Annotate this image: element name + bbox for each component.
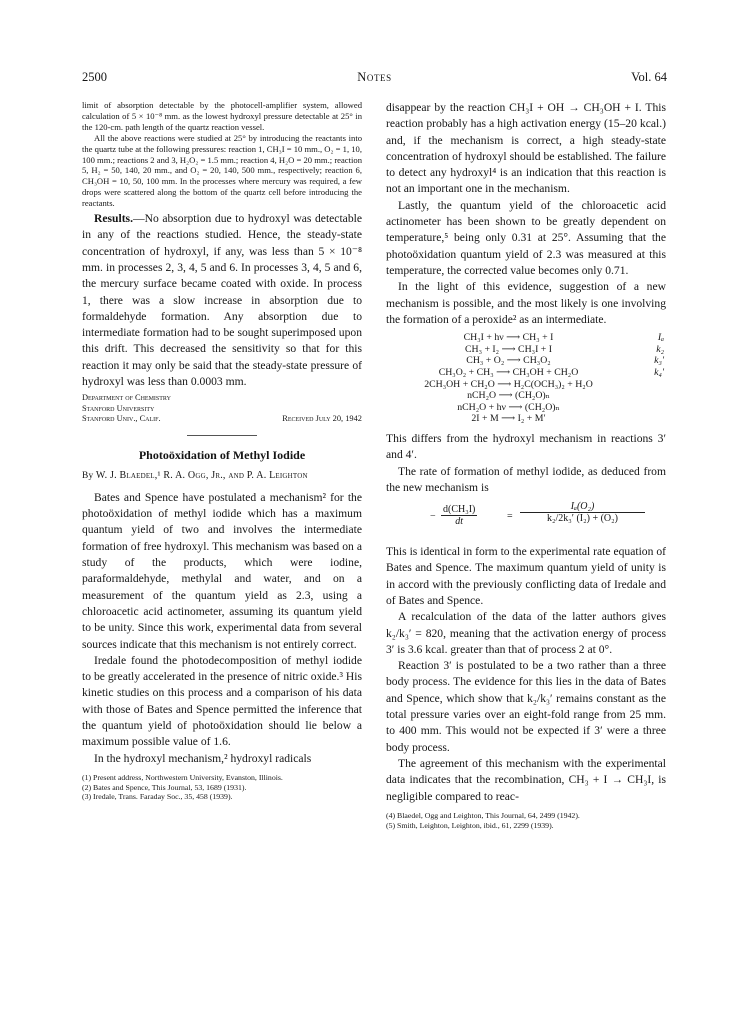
- body-paragraph: disappear by the reaction CH₃I + OH → CH₃OH + I. This reaction probably has a high activation energy (15–20 kcal.) and, if the mechanism is correct, a high steady-state concentration of hydroxyl should be established. The failure to detect any hydroxyl⁴ is an indication that this reaction is not an important one in the mechanism.: [386, 101, 666, 196]
- reaction-equation: 2CH₃OH + CH₂O ⟶ H₂C(OCH₃)₂ + H₂O: [424, 378, 593, 390]
- rate-constant: Iₐ: [657, 332, 664, 344]
- footnote: (4) Blaedel, Ogg and Leighton, This Journal, 64, 2499 (1942).: [386, 810, 580, 820]
- affiliation-line: Department of Chemistry: [82, 393, 171, 403]
- reaction-row: [386, 379, 666, 391]
- page-header: [82, 70, 667, 90]
- right-column: [386, 100, 666, 830]
- results-heading: Results.: [94, 212, 133, 226]
- reaction-row: [386, 402, 666, 414]
- reaction-scheme: [386, 332, 666, 425]
- rate-constant: k₄′: [654, 366, 664, 378]
- body-paragraph: Bates and Spence have postulated a mechanism² for the photoöxidation of methyl iodide which has a maximum quantum yield of two and involves the intermediate formation of free hydroxyl. This mechanism was based on a study of the products, which were iodine, paraformaldehyde, methylal and water, and on a measurement of the quantum yield as 2.3, using a chloroacetic acid actinometer, assuming its quantum yield to be unity. Since this work, experimental data from several sources indicate that this mechanism is not entirely correct.: [82, 490, 362, 651]
- section-divider: [187, 435, 257, 436]
- volume-label: Vol. 64: [631, 70, 667, 84]
- results-text: —No absorption due to hydroxyl was detectable in any of the reactions studied. Hence, the steady-state concentration of hydroxyl, if any, was less than 5 × 10⁻⁸ mm. in processes 2, 3, 4, 5 and 6. In processes 3, 4, 5 and 6, the mercury surface became coated with oxide. In process 1, there was a slow increase in absorption due to formaldehyde formation. Any absorption due to intermediate formation had to be sought superimposed upon this drift. This decreased the sensitivity so that for this reaction it may only be said that the steady-state pressure of hydroxyl was less than 0.0003 mm.: [82, 212, 362, 389]
- footnote: (2) Bates and Spence, This Journal, 53, 1689 (1931).: [82, 782, 247, 792]
- rate-minus: −: [430, 511, 436, 523]
- rate-constant: k₂: [656, 343, 664, 355]
- rate-rhs-numerator: Iₐ(O₂): [520, 501, 645, 513]
- footnotes: [386, 811, 666, 831]
- rate-lhs: [441, 504, 477, 527]
- rate-lhs-numerator: d(CH₃I): [443, 504, 476, 516]
- affiliation-line: Stanford Univ., Calif.: [82, 414, 161, 424]
- reaction-row: [386, 344, 666, 356]
- body-paragraph: Reaction 3′ is postulated to be a two rather than a three body process. The evidence for this lies in the data of Bates and Spence, which show that k₂/k₃′ remains constant as the total pressure varies over an eight-fold range from 25 mm. to 400 mm. This would not be expected if 3′ were a three body process.: [386, 659, 666, 754]
- rate-rhs: [520, 501, 645, 524]
- body-paragraph: In the light of this evidence, suggestion of a new mechanism is possible, and the most likely is one involving the formation of a peroxide² as an intermediate.: [386, 280, 666, 326]
- byline: [82, 470, 362, 481]
- results-paragraph: [82, 211, 362, 390]
- reaction-row: [386, 355, 666, 367]
- body-paragraph: Iredale found the photodecomposition of methyl iodide to be greatly accelerated in the presence of nitric oxide.³ His kinetic studies on this process and a comparison of his data with those of Bates and Spence permitted the inference that the quantum yield of photoöxidation should lie below a maximum possible value of 1.6.: [82, 653, 362, 749]
- body-paragraph: The agreement of this mechanism with the experimental data indicates that the recombination, CH₃ + I → CH₃I, is negligible compared to reac-: [386, 756, 666, 803]
- reaction-equation: CH₃O₂ + CH₃ ⟶ CH₃OH + CH₂O: [438, 366, 579, 378]
- reaction-equation: CH₃I + hν ⟶ CH₃ + I: [463, 332, 554, 344]
- experimental-note: limit of absorption detectable by the photocell-amplifier system, allowed calculation of 5 × 10⁻⁸ mm. as the lowest hydroxyl pressure detectable at 25° in the 120-cm. path length of the quartz reaction vessel.: [82, 100, 362, 132]
- body-paragraph: In the hydroxyl mechanism,² hydroxyl radicals: [94, 751, 312, 765]
- reaction-equation: nCH₂O + hν ⟶ (CH₂O)ₙ: [457, 401, 560, 413]
- affiliation-line: Stanford University: [82, 403, 155, 413]
- rate-equation: [386, 498, 666, 538]
- byline-authors: W. J. Blaedel,¹ R. A. Ogg, Jr., and P. A. Leighton: [95, 469, 308, 481]
- body-paragraph: This is identical in form to the experimental rate equation of Bates and Spence. The maximum quantum yield of unity is in accord with the previously conflicting data of Iredale and of Bates and Spence.: [386, 545, 666, 607]
- footnote: (5) Smith, Leighton, Leighton, ibid., 61, 2299 (1939).: [386, 820, 554, 830]
- received-date: Received July 20, 1942: [282, 414, 362, 424]
- reaction-equation: 2I + M ⟶ I₂ + M′: [471, 413, 546, 425]
- left-column: [82, 100, 362, 802]
- byline-by: By: [82, 470, 94, 481]
- reaction-row: [386, 367, 666, 379]
- rate-equals: =: [507, 511, 513, 523]
- reaction-equation: CH₃ + I₂ ⟶ CH₃I + I: [464, 343, 553, 355]
- experimental-note: All the above reactions were studied at 25° by introducing the reactants into the quartz tube at the following pressures: reaction 1, CH₃I = 10 mm., O₂ = 1, 10, 100 mm.; reactions 2 and 3, H₂O₂ = 1.5 mm.; reaction 4, H₂O = 20 mm.; reaction 5, H₂ = 50, 140, 20 mm., and O₂ = 20, 140, 500 mm., respectively; reaction 6, CH₃OH = 10, 50, 100 mm. In the processes where mercury was required, a few drops were scattered along the bottom of the quartz cell before introducing the reactants.: [82, 132, 362, 209]
- reaction-equation: nCH₂O ⟶ (CH₂O)ₙ: [467, 390, 550, 402]
- affiliation-line-3: [82, 414, 362, 425]
- page-number: 2500: [82, 70, 107, 84]
- running-head: Notes: [357, 70, 392, 84]
- rate-lhs-denominator: dt: [455, 516, 464, 528]
- affiliation: [82, 393, 362, 425]
- body-paragraph: This differs from the hydroxyl mechanism in reactions 3′ and 4′.: [386, 431, 666, 462]
- rate-constant: k₃′: [654, 355, 664, 367]
- body-paragraph: A recalculation of the data of the latter authors gives k₂/k₃′ = 820, meaning that the activation energy of process 3′ is 3.6 kcal. greater than that of process 2 at 0°.: [386, 610, 666, 656]
- footnote: (1) Present address, Northwestern University, Evanston, Illinois.: [82, 772, 283, 782]
- reaction-equation: CH₃ + O₂ ⟶ CH₃O₂: [466, 355, 551, 367]
- reaction-row: [386, 390, 666, 402]
- footnote: (3) Iredale, Trans. Faraday Soc., 35, 458 (1939).: [82, 792, 233, 802]
- body-paragraph: Lastly, the quantum yield of the chloroacetic acid actinometer has been shown to be greatly dependent on temperature,⁵ being only 0.31 at 25°. Assuming that the photoöxidation quantum yield of 2.3 was measured at this temperature, the corrected value becomes only 0.71.: [386, 198, 666, 277]
- footnotes: [82, 773, 362, 802]
- article-title: Photoöxidation of Methyl Iodide: [138, 447, 306, 462]
- body-paragraph: The rate of formation of methyl iodide, as deduced from the new mechanism is: [386, 464, 666, 494]
- reaction-row: [386, 332, 666, 344]
- reaction-row: [386, 413, 666, 425]
- rate-rhs-denominator: k₂/2k₃′ (I₂) + (O₂): [547, 513, 618, 525]
